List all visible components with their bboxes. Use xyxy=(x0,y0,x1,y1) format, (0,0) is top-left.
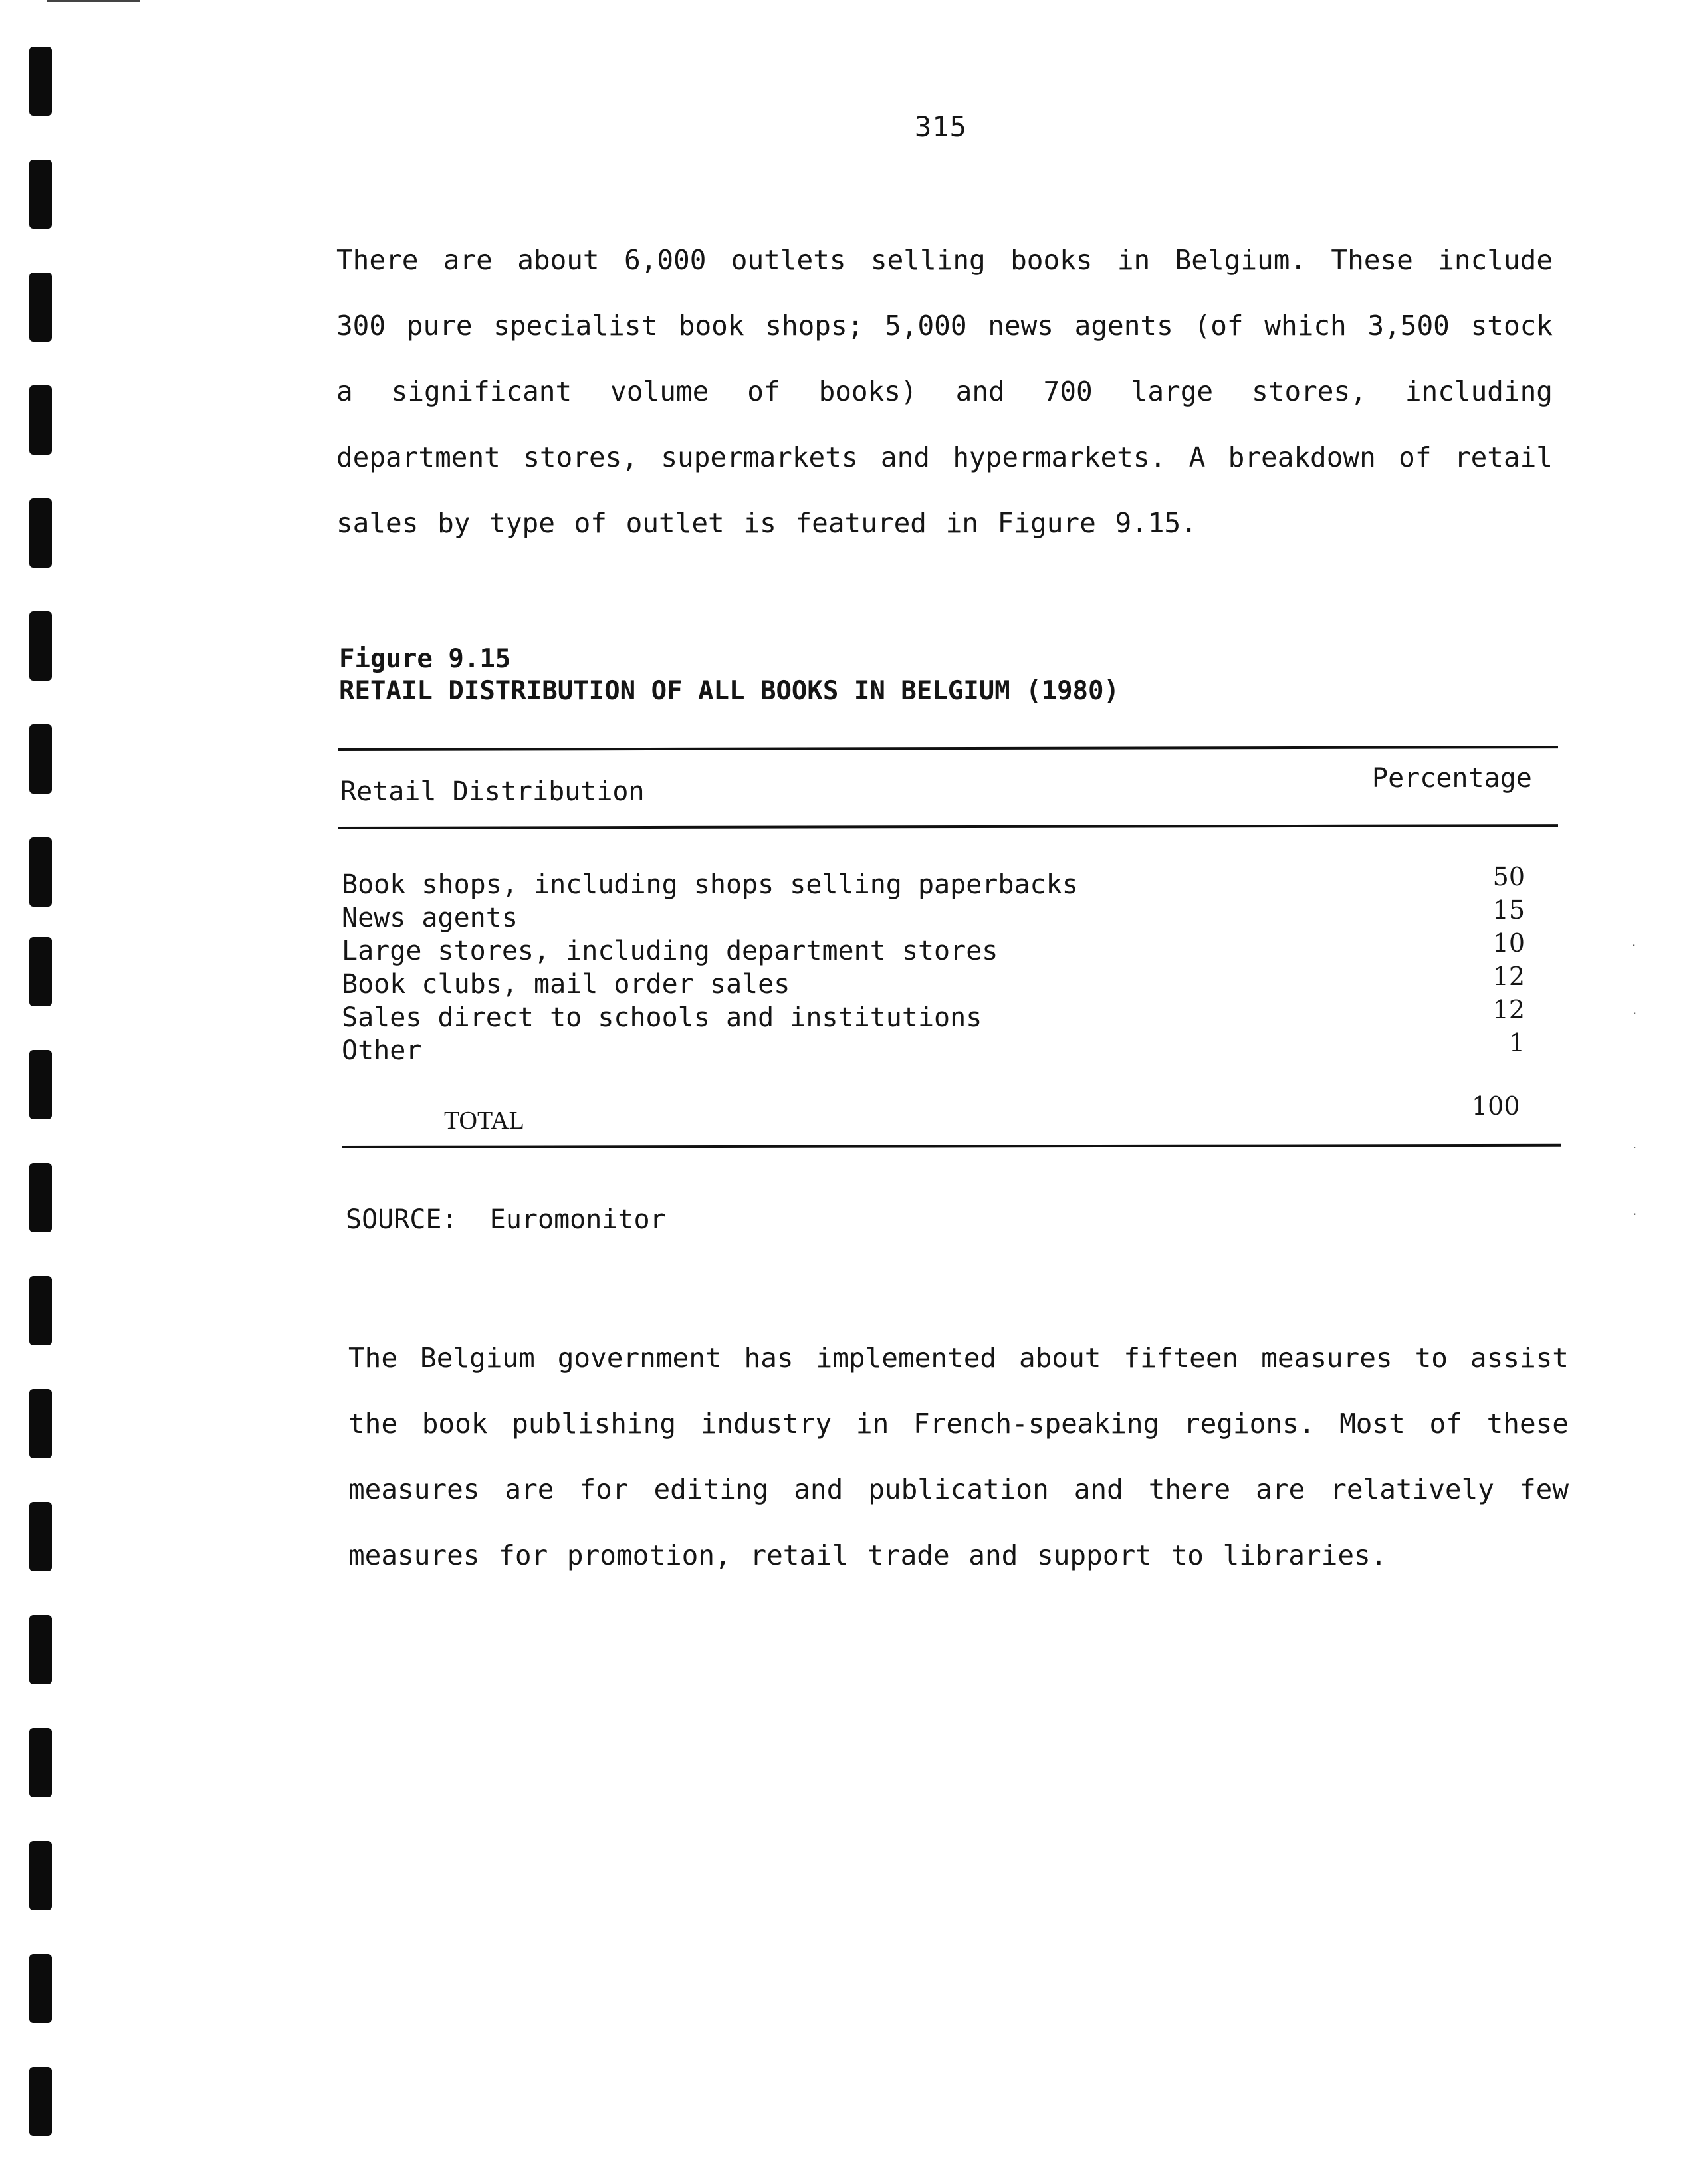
column-header-retail-distribution: Retail Distribution xyxy=(340,776,645,807)
table-bottom-rule xyxy=(342,1144,1561,1148)
binder-punch-marks xyxy=(29,47,53,2140)
closing-paragraph: The Belgium government has implemented about fifteen measures to assist the book publishing industry in French-speaking regions. Most of these measures are for editing and publication and there are relatively few measures for promotion, retail trade and support to libraries. xyxy=(348,1342,1569,1571)
punch-mark xyxy=(29,1163,52,1232)
punch-mark xyxy=(29,1841,52,1910)
table-row xyxy=(342,862,1525,901)
table-body xyxy=(342,862,1525,1067)
total-value: 100 xyxy=(1472,1091,1520,1121)
punch-mark xyxy=(29,1276,52,1345)
row-percentage: 10 xyxy=(1492,928,1525,958)
row-percentage: 12 xyxy=(1492,962,1525,991)
figure-heading xyxy=(339,643,1119,707)
table-row xyxy=(342,995,1525,1034)
punch-mark xyxy=(29,1389,52,1458)
punch-mark xyxy=(29,937,52,1006)
intro-paragraph: There are about 6,000 outlets selling books in Belgium. These include 300 pure specialist book shops; 5,000 news agents (of which 3,500 stock a significant volume of books) and 700 large stores, including department stores, supermarkets and hypermarkets. A breakdown of retail sales by type of outlet is featured in Figure 9.15. xyxy=(336,244,1553,539)
row-label: Book shops, including shops selling paperbacks xyxy=(342,869,1078,900)
source-note: SOURCE: Euromonitor xyxy=(346,1204,666,1235)
figure-label: Figure 9.15 xyxy=(339,644,511,674)
punch-mark xyxy=(29,273,52,342)
row-label: Large stores, including department stores xyxy=(342,936,998,966)
punch-mark xyxy=(29,724,52,794)
punch-mark xyxy=(29,2067,52,2136)
punch-mark xyxy=(29,611,52,681)
scan-speck: · xyxy=(1633,1006,1637,1022)
row-percentage: 15 xyxy=(1492,895,1525,925)
page-number: 315 xyxy=(915,110,967,143)
figure-title: RETAIL DISTRIBUTION OF ALL BOOKS IN BELGIUM (1980) xyxy=(339,676,1119,706)
total-label: TOTAL xyxy=(444,1107,524,1135)
punch-mark xyxy=(29,385,52,455)
table-row xyxy=(342,1028,1525,1067)
scan-speck: · xyxy=(1631,938,1636,954)
column-header-percentage: Percentage xyxy=(1372,763,1532,794)
punch-mark xyxy=(29,498,52,568)
scan-speck: · xyxy=(1633,1206,1637,1222)
punch-mark xyxy=(29,837,52,907)
scan-speck: · xyxy=(1633,1140,1637,1156)
row-percentage: 1 xyxy=(1508,1028,1525,1057)
row-label: Book clubs, mail order sales xyxy=(342,969,790,1000)
table-top-rule xyxy=(338,746,1558,751)
punch-mark xyxy=(29,1615,52,1684)
punch-mark xyxy=(29,1050,52,1119)
punch-mark xyxy=(29,1728,52,1797)
table-row xyxy=(342,895,1525,934)
row-percentage: 50 xyxy=(1492,862,1525,891)
row-label: Sales direct to schools and institutions xyxy=(342,1002,982,1033)
row-percentage: 12 xyxy=(1492,995,1525,1024)
punch-mark xyxy=(29,47,52,116)
punch-mark xyxy=(29,1954,52,2023)
table-row xyxy=(342,962,1525,1001)
table-row xyxy=(342,928,1525,968)
row-label: Other xyxy=(342,1036,422,1066)
table-header-rule xyxy=(338,824,1558,829)
row-label: News agents xyxy=(342,903,518,933)
punch-mark xyxy=(29,160,52,229)
top-edge-rule xyxy=(47,0,140,2)
punch-mark xyxy=(29,1502,52,1571)
